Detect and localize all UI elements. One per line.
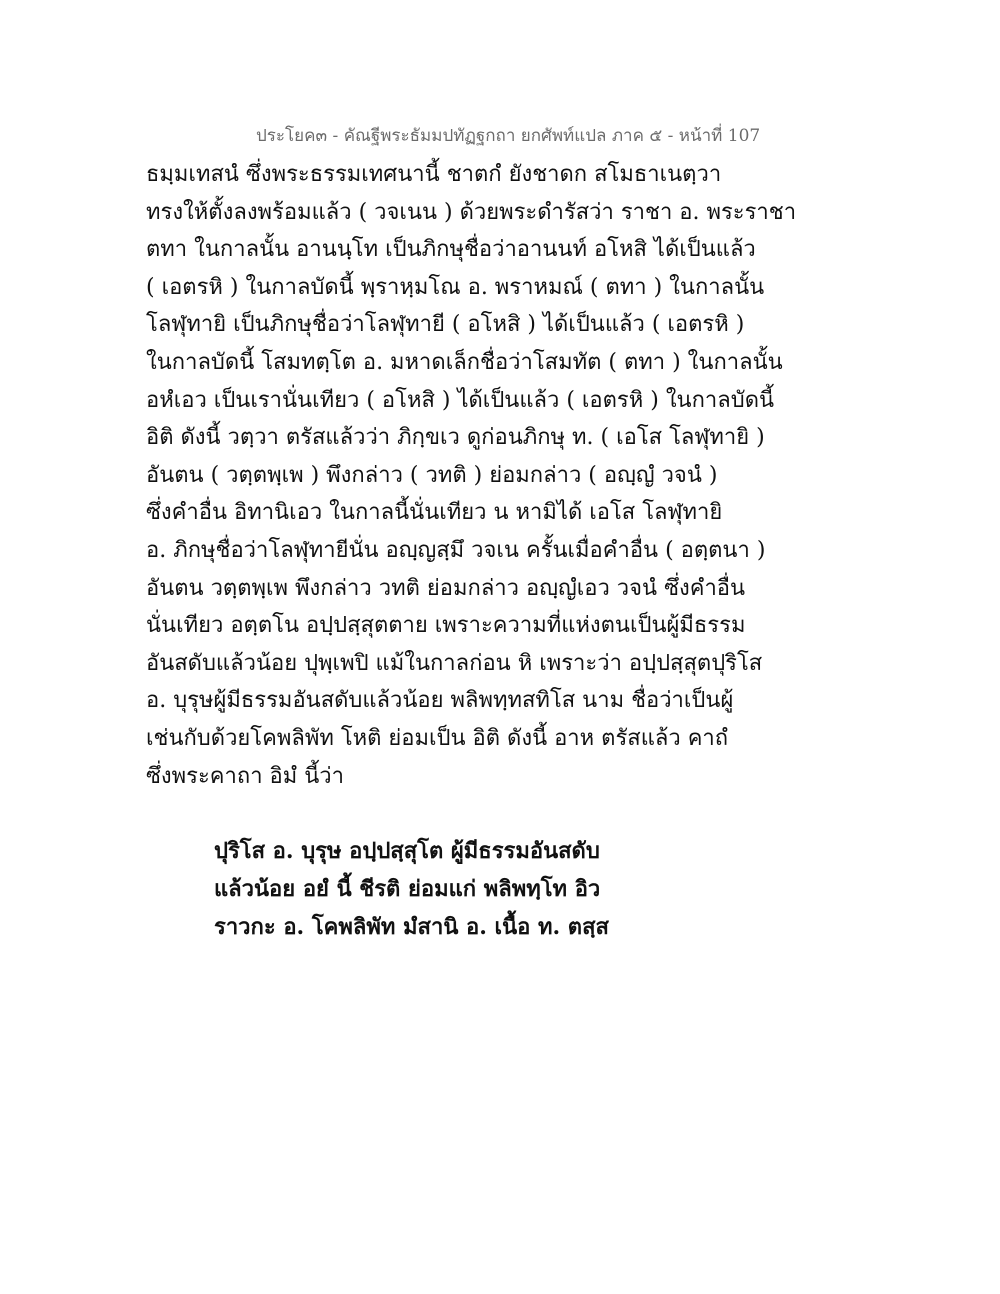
verse-line: ราวกะ อ. โคพลิพัท มํสานิ อ. เนื้อ ท. ตสฺส (214, 914, 609, 940)
body-line: อันตน ( วตฺตพฺเพ ) พึงกล่าว ( วทติ ) ย่อมกล่าว ( อญฺญํ วจนํ ) (146, 462, 718, 488)
verse-block (214, 832, 614, 946)
body-line: ธมฺมเทสนํ ซึ่งพระธรรมเทศนานี้ ชาตกํ ยังชาดก สโมธาเนตฺวา (146, 162, 722, 187)
verse-line: ปุริโส อ. บุรุษ อปฺปสฺสุโต ผู้มีธรรมอันสดับ (214, 838, 600, 864)
page-header: ประโยค๓ - คัณฐีพระธัมมปทัฏฐกถา ยกศัพท์แปล ภาค ๕ - หน้าที่ 107 (256, 126, 761, 146)
body-line: อันตน วตฺตพฺเพ พึงกล่าว วทติ ย่อมกล่าว อญฺญํเอว วจนํ ซึ่งคำอื่น (146, 575, 746, 601)
body-line: อิติ ดังนี้ วตฺวา ตรัสแล้วว่า ภิกฺขเว ดูก่อนภิกษุ ท. ( เอโส โลฬุทายิ ) (146, 425, 765, 451)
body-line: ซึ่งคำอื่น อิทานิเอว ในกาลนี้นั่นเทียว น หามิได้ เอโส โลฬุทายิ (146, 500, 723, 526)
body-line: อ. บุรุษผู้มีธรรมอันสดับแล้วน้อย พลิพทฺทสทิโส นาม ชื่อว่าเป็นผู้ (146, 688, 734, 714)
body-text (146, 156, 797, 795)
verse-line: แล้วน้อย อยํ นี้ ชีรติ ย่อมแก่ พลิพทฺโท อิว (214, 876, 601, 902)
body-line: อ. ภิกษุชื่อว่าโลฬุทายีนั่น อญฺญสฺมึ วจเน ครั้นเมื่อคำอื่น ( อตฺตนา ) (146, 537, 766, 563)
body-line: นั่นเทียว อตฺตโน อปฺปสฺสุตตาย เพราะความที่แห่งตนเป็นผู้มีธรรม (146, 613, 746, 639)
body-line: อหํเอว เป็นเรานั่นเทียว ( อโหสิ ) ได้เป็นแล้ว ( เอตรหิ ) ในกาลบัดนี้ (146, 387, 775, 413)
body-line: ทรงให้ตั้งลงพร้อมแล้ว ( วจเนน ) ด้วยพระดำรัสว่า ราชา อ. พระราชา (146, 199, 797, 225)
body-line: ในกาลบัดนี้ โสมทตฺโต อ. มหาดเล็กชื่อว่าโสมทัต ( ตทา ) ในกาลนั้น (146, 349, 783, 375)
body-line: อันสดับแล้วน้อย ปุพฺเพปิ แม้ในกาลก่อน หิ เพราะว่า อปฺปสฺสุตปุริโส (146, 650, 763, 676)
body-line: ( เอตรหิ ) ในกาลบัดนี้ พฺราหฺมโณ อ. พราหมณ์ ( ตทา ) ในกาลนั้น (146, 274, 765, 300)
body-line: ซึ่งพระคาถา อิมํ นี้ว่า (146, 763, 344, 789)
body-line: ตทา ในกาลนั้น อานนฺโท เป็นภิกษุชื่อว่าอานนท์ อโหสิ ได้เป็นแล้ว (146, 237, 756, 263)
body-line: เช่นกับด้วยโคพลิพัท โหติ ย่อมเป็น อิติ ดังนี้ อาห ตรัสแล้ว คาถํ (146, 725, 729, 751)
body-line: โลฬุทายิ เป็นภิกษุชื่อว่าโลฬุทายี ( อโหสิ ) ได้เป็นแล้ว ( เอตรหิ ) (146, 312, 745, 338)
